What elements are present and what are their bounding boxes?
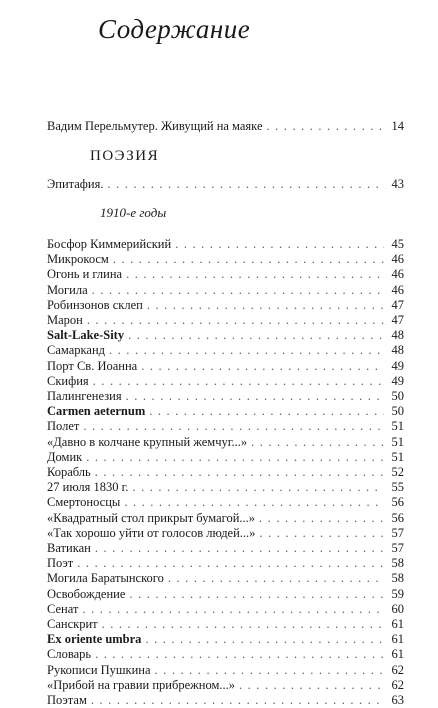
toc-entry-title: «Давно в колчане крупный жемчуг...» bbox=[47, 434, 248, 449]
toc-entry-page: 51 bbox=[391, 449, 404, 464]
toc-entry-title: Поэт bbox=[47, 556, 74, 571]
toc-entry bbox=[47, 479, 404, 495]
toc-leader bbox=[132, 479, 384, 495]
toc-leader bbox=[128, 327, 384, 343]
toc-leader bbox=[147, 297, 384, 313]
toc-leader bbox=[129, 586, 384, 602]
toc-entry-page: 51 bbox=[391, 434, 404, 449]
toc-entry bbox=[47, 601, 404, 617]
toc-entry bbox=[47, 662, 404, 678]
toc-entry-title: 27 июля 1830 г. bbox=[47, 480, 129, 495]
toc-entry-title: Рукописи Пушкина bbox=[47, 662, 151, 677]
toc-leader bbox=[92, 282, 384, 298]
toc-entry-title: Ватикан bbox=[47, 541, 91, 555]
toc-leader bbox=[239, 677, 384, 693]
toc-entry-page: 47 bbox=[391, 297, 404, 312]
toc-leader bbox=[93, 373, 384, 389]
toc-entry bbox=[47, 266, 404, 282]
toc-entry-page: 50 bbox=[391, 404, 404, 419]
toc-leader bbox=[145, 631, 384, 647]
toc-leader bbox=[83, 418, 384, 434]
toc-entry bbox=[47, 692, 404, 708]
toc-leader bbox=[149, 403, 384, 419]
toc-entry-title: Могила Баратынского bbox=[47, 571, 164, 586]
toc-entry bbox=[47, 586, 404, 602]
toc-entry-title: Робинзонов склеп bbox=[47, 297, 143, 312]
toc-entry-title: Порт Св. Иоанна bbox=[47, 358, 138, 373]
toc-leader bbox=[87, 312, 384, 328]
toc-entry-page: 56 bbox=[391, 495, 404, 510]
toc-entry-title: «Так хорошо уйти от голосов людей...» bbox=[47, 525, 256, 540]
toc-entry-page: 48 bbox=[391, 343, 404, 358]
toc-entry-title: Ex oriente umbra bbox=[47, 632, 142, 647]
toc-entry bbox=[47, 646, 404, 662]
toc-entry-title: Освобождение bbox=[47, 586, 126, 601]
toc-leader bbox=[102, 616, 384, 632]
toc-leader bbox=[267, 118, 385, 134]
toc-entry-page: 47 bbox=[391, 313, 404, 327]
toc-entry-page: 46 bbox=[391, 252, 404, 267]
toc-leader bbox=[175, 236, 384, 252]
toc-leader bbox=[95, 540, 384, 556]
toc-entry-title: Поэтам bbox=[47, 693, 87, 707]
toc-entry bbox=[47, 251, 404, 267]
toc-entry bbox=[47, 312, 404, 328]
toc-entry-title: Salt-Lake-Sity bbox=[47, 328, 125, 343]
toc-entry-page: 61 bbox=[391, 632, 404, 647]
toc-leader bbox=[77, 555, 384, 571]
toc-leader bbox=[95, 464, 384, 480]
toc-entry bbox=[47, 510, 404, 526]
toc-entry-title: Вадим Перельмутер. Живущий на маяке bbox=[47, 119, 263, 133]
toc-entry-page: 46 bbox=[391, 267, 404, 282]
toc-entry-page: 50 bbox=[391, 389, 404, 403]
toc-entry bbox=[47, 418, 404, 434]
toc-entry-page: 49 bbox=[391, 373, 404, 388]
toc-entry-page: 58 bbox=[391, 556, 404, 571]
toc-entry-title: Санскрит bbox=[47, 617, 98, 631]
toc-entry-title: Скифия bbox=[47, 373, 89, 388]
page-title: Содержание bbox=[98, 14, 251, 44]
toc-entry bbox=[47, 236, 404, 252]
toc-entry bbox=[47, 677, 404, 693]
toc-entry-page: 61 bbox=[391, 617, 404, 631]
toc-epitaph bbox=[47, 176, 404, 192]
section-heading: ПОЭЗИЯ bbox=[90, 148, 160, 164]
toc-entry-title: «Квадратный стол прикрыт бумагой...» bbox=[47, 510, 256, 525]
toc-entry-title: «Прибой на гравии прибрежном...» bbox=[47, 677, 235, 692]
toc-entry-page: 61 bbox=[391, 647, 404, 662]
toc-leader bbox=[126, 266, 384, 282]
toc-entry-page: 49 bbox=[391, 358, 404, 373]
toc-entry-page: 59 bbox=[391, 586, 404, 601]
toc-entry-title: Палингенезия bbox=[47, 389, 122, 403]
toc-entry-title: Сенат bbox=[47, 601, 79, 616]
toc-entry bbox=[47, 555, 404, 571]
toc-entry bbox=[47, 449, 404, 465]
toc-entry bbox=[47, 282, 404, 298]
toc-entry-title: Микрокосм bbox=[47, 252, 109, 267]
toc-leader bbox=[95, 646, 384, 662]
subsection-heading: 1910-е годы bbox=[100, 205, 167, 220]
toc-leader bbox=[168, 570, 384, 586]
toc-entry bbox=[47, 631, 404, 647]
toc-entry bbox=[47, 434, 404, 450]
toc-entry bbox=[47, 540, 404, 556]
toc-entry-page: 52 bbox=[391, 465, 404, 479]
toc-entry-page: 58 bbox=[391, 571, 404, 586]
toc-leader bbox=[259, 510, 384, 526]
toc-entry-page: 60 bbox=[391, 601, 404, 616]
toc-leader bbox=[141, 358, 384, 374]
toc-entry bbox=[47, 327, 404, 343]
toc-entry-title: Carmen aeternum bbox=[47, 404, 146, 419]
toc-entry bbox=[47, 358, 404, 374]
toc-entry-page: 55 bbox=[391, 480, 404, 495]
toc-leader bbox=[251, 434, 384, 450]
toc-entry bbox=[47, 494, 404, 510]
toc-entry-title: Самарканд bbox=[47, 343, 105, 358]
toc-entry bbox=[47, 525, 404, 541]
toc-leader bbox=[82, 601, 384, 617]
toc-entry bbox=[47, 570, 404, 586]
toc-entry-title: Корабль bbox=[47, 465, 91, 479]
toc-entry-title: Марон bbox=[47, 313, 83, 327]
toc-entry-title: Босфор Киммерийский bbox=[47, 237, 172, 251]
toc-entry bbox=[47, 464, 404, 480]
toc-entry bbox=[47, 403, 404, 419]
toc-entry-page: 56 bbox=[391, 510, 404, 525]
toc-entry-page: 43 bbox=[391, 177, 404, 191]
toc-entry-title: Словарь bbox=[47, 647, 92, 662]
toc-entry-title: Смертоносцы bbox=[47, 495, 121, 510]
toc-entry-page: 51 bbox=[391, 419, 404, 434]
toc-leader bbox=[126, 388, 384, 404]
toc-entry-page: 57 bbox=[391, 541, 404, 555]
toc-leader bbox=[107, 176, 384, 192]
toc-leader bbox=[86, 449, 384, 465]
toc-entry-page: 62 bbox=[391, 677, 404, 692]
toc-intro bbox=[47, 118, 404, 134]
toc-entry-title: Домик bbox=[47, 449, 83, 464]
toc-leader bbox=[109, 342, 384, 358]
toc-entry-page: 63 bbox=[391, 693, 404, 707]
toc-entry-page: 48 bbox=[391, 328, 404, 343]
toc-entry-title: Полет bbox=[47, 419, 80, 434]
toc-entry-title: Огонь и глина bbox=[47, 267, 123, 282]
toc-entry bbox=[47, 388, 404, 404]
toc-entry bbox=[47, 297, 404, 313]
toc-entry bbox=[47, 373, 404, 389]
toc-entry-page: 62 bbox=[391, 662, 404, 677]
toc-entry-page: 14 bbox=[391, 119, 404, 133]
toc-leader bbox=[259, 525, 384, 541]
toc-leader bbox=[155, 662, 384, 678]
toc-entry-page: 57 bbox=[391, 525, 404, 540]
toc-leader bbox=[124, 494, 384, 510]
toc-entry-page: 46 bbox=[391, 282, 404, 297]
toc-entry bbox=[47, 342, 404, 358]
toc-entry-title: Могила bbox=[47, 282, 88, 297]
toc-leader bbox=[113, 251, 384, 267]
toc-entry-title: Эпитафия. bbox=[47, 177, 104, 191]
toc-entry-page: 45 bbox=[391, 237, 404, 251]
toc-entry bbox=[47, 616, 404, 632]
toc-leader bbox=[91, 692, 384, 708]
